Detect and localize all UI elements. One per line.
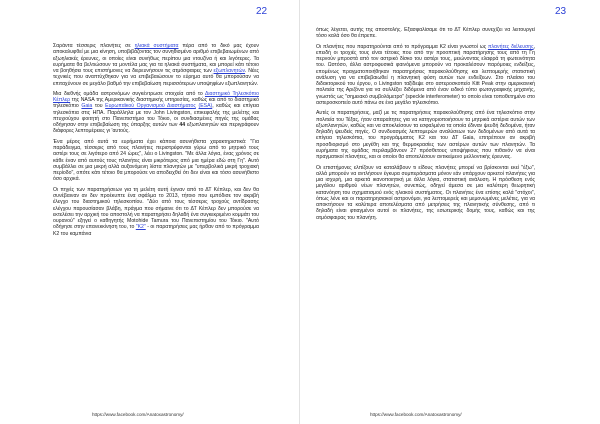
text-run: , καθώς και επίγεια τηλεσκόπια στις ΗΠΑ. Παράλληλα με τον John Livingston, επικεφαλής της μελέτης και πτυχιούχου φοιτητή στο Πανεπιστήμιο του Τόκιο, οι συνδιασμένες πηγές της ομάδας οδήγησαν στην επιβεβαίωση της ύπαρξης αυτών των bbox=[53, 103, 259, 129]
page-number: 22 bbox=[256, 6, 268, 17]
text-run: Οι επιστήμονες ελπίζουν να καταλάβουν τι είδους πλανήτες μπορεί να βρίσκονται εκεί "έξω", αλλά μπορούν να αντλήσουν έγκυρα συμπεράσματα μόνον εάν υπάρχουν αρκετοί πλανήτες για μια ισχυρή, μια αρκετά ικανοποιητική με άλλα λόγια, στατιστική ανάλυση. Η πρόσθεση ενός μεγάλου αριθμού νέων πλανητών, συνεπώς, οδηγεί άμεσα σε μια καλύτερη θεωρητική κατανόηση του σχηματισμού ενός ηλιακού συστήματος. Οι πλανήτες ένα επίσης καλά "στόχοι", όπως λένε και οι παρατηρησιακοί αστρονόμοι, για λεπτομερείς και μεμονωμένες μελέτες, για να αποκτήσουν τα καλύτερα αποτελέσματα από μετρήσεις της πλανητικής σύνθεσης, από τι δηλαδή είναι φτιαγμένοι αυτοί οι πλανήτες, της εσωτερικής δομής τους, καθώς και της ατμόσφαιρας του πλανήτη. bbox=[316, 164, 535, 221]
text-run: πέρα από το δικό μας έχουν αποκαλυφθεί με μια κίνηση, υποβιβάζοντας τον συνηθισμένο αριθμό επιβεβαιωμένων από εξωηλιακές έρευνες, οι οποίες είναι συνήθως περίπου μια ντουζίνα ή και λιγότερες. Τα ευρήματα θα βελτιώσουν τα μοντέλα μας για τα ηλιακά συστήματα, και μπορεί κάτι τέτοιο να βοηθήσει τους επιστήμονες να διερευνήσουν τις ατμόσφαιρες των bbox=[53, 43, 259, 74]
text-run: Οι πλανήτες που παρατηρούνται από το πρόγραμμα Κ2 είναι γνωστοί ως bbox=[316, 43, 489, 50]
page-footer-url: https://www.facebook.com/Anatoxastronomy/ bbox=[92, 412, 184, 417]
inline-link[interactable]: ηλιακά συστήματα bbox=[134, 43, 179, 49]
text-run: Σαράντα τέσσερις πλανήτες σε bbox=[53, 43, 135, 49]
paragraph bbox=[316, 27, 535, 40]
inline-link[interactable]: "K2" bbox=[135, 224, 146, 231]
page-number: 23 bbox=[555, 6, 567, 17]
paragraph bbox=[316, 110, 535, 160]
text-run: Οι πηγές των παρατηρήσεων για τη μελέτη αυτή έγιναν από το ΔΤ Κέπλερ, και δεν θα συνέβαιναν αν δεν προέκυπτε ένα σφάλμα το 2013, τήτοιο που εμπόδισε τον ακριβή έλεγχο του διαστημικού τηλεσκοπίου. "Δύο από τους τέσσερις τροχούς αντίδρασης ελέγχου παρουσίασαν βλάβη, πράγμα που σήμαινε ότι το ΔΤ Κέπλερ δεν μπορούσε να εκτελέσει την αρχική του αποστολή να παρατηρήσει δηλαδή ένα συγκεκριμένο κομμάτι του ουρανού" εξηγεί ο καθηγητής Motohide Tamura του Πανεπιστημίου του Τόκιο. "Αυτό οδήγησε στην επανεκκίνηση του, το bbox=[53, 186, 259, 231]
inline-link[interactable]: εξωπλανητών bbox=[213, 68, 246, 74]
inline-link[interactable]: πλανήτες διέλευσης bbox=[488, 43, 534, 50]
text-run: του bbox=[92, 103, 106, 110]
text-run: . Νέες τεχνικές που αναπτύχθηκαν για να επιβεβαιώσουν το εύρημα αυτό θα μπορούσαν να επιταχύνουν σε μεγάλο βαθμό την επιβεβαίωση περισσότερων υποψηφίων εξωπλανητών. bbox=[53, 68, 259, 87]
page-right bbox=[300, 0, 600, 424]
text-run: της NASA της Αμερικανικής διαστημικής υπηρεσίας, καθώς και από το διαστημικό τηλεσκόπιο bbox=[53, 97, 259, 110]
text-run: - οι παρατηρήσεις μας ήρθαν από το πρόγραμμα Κ2 του καμπάνια bbox=[53, 224, 259, 237]
paragraph bbox=[53, 43, 259, 87]
paragraph bbox=[53, 187, 259, 237]
inline-link[interactable]: Διαστημικό Τηλεσκόπιο Κέπλερ bbox=[53, 90, 259, 104]
inline-link[interactable]: Gaia bbox=[81, 103, 93, 110]
text-run: εξωπλανητών και περιγράφουν διάφορες λεπτομέρειες γι 'αυτούς. bbox=[53, 122, 259, 135]
paragraph bbox=[53, 91, 259, 135]
text-run: Ένα μέρος από αυτά τα ευρήματα έχει κάποια ασυνήθιστα χαρακτηριστικά: "Για παράδειγμα, τέσσερις από τους πλανήτες περιστρέφονται γύρω από το μητρικό τους αστέρι τους σε λιγότερο από 24 ώρες", λέει ο Livingston. "Με άλλα λόγια, ένας χρόνος σε κάθε έναν από αυτούς τους πλανήτες είναι μικρότερος από μια ημέρα εδώ στη Γη". Αυτό συμβάλλει σε μια μικρή αλλά αυξανόμενη λίστα πλανητών με "υπερβολικά μικρή τροχιακή περίοδο", οπότε κάτι τέτοιο θα μπορούσε να αποδειχθεί ότι δεν είναι και τόσο ασυνήθιστο όσο αρχικά. bbox=[53, 138, 259, 183]
bold-text: 44 bbox=[179, 122, 186, 129]
text-run: , επειδή οι τροχιές τους είναι τέτοιες που από την προοπτική παρατήρησης τους από τη Γη περνούν μπροστά από τον αστρικό δίσκο του αστέρι τους, μειώνοντας ελαφρά τη φωτεινότητα του. Ωστόσο, άλλα αστροφυσικά φαινόμενα μπορούν να προκαλέσουν παρόμοιες ενδείξεις, επομένως πραγματοποιήθηκαν παρατηρήσεις παρακολούθησης και λεπτομερής στατιστική ανάλυση για να επιβεβαιωθεί η πλανητική φύση αυτών των ενδείξεων. Στο πλαίσιο του διδακτορικού του έργου, ο Livingston ταξίδεψε στο αστεροσκοπείο Kitt Peak στην αμερικανική πολιτεία της Αριζόνα για να συλλέξει διδόμενα από έναν ειδικό τύπο φωτογραφικής μηχανής, γνωστός ως "σημειακό συμβολόμετρο" (speckle interferometer) το οποίο είναι τοποθετημένο στο αστεροσκοπείο αυτό πάνω σε ένα μεγάλο τηλεσκόπιο. bbox=[316, 43, 535, 106]
text-run: Μια διεθνής ομάδα αστρονόμων συγκέντρωσε στοιχεία από το bbox=[53, 90, 205, 97]
page-body bbox=[53, 43, 259, 399]
paragraph bbox=[316, 165, 535, 221]
text-run: Αυτές οι παρατηρήσεις, μαζί με τις παρατηρήσεις παρακολούθησης από ένα τηλεσκόπιο στην πολιτεία του Τέξας, ήταν απαραίτητες για να κατηγοριοποιήσουν τα μητρικά αστέρια αυτών των εξωπλανητών, καθώς και να αποκλείσουν τα εσφαλμένα τα οποία έδιναν ψευδή δεδομένα, ήταν δηλαδή ψευδείς πηγές. Ο συνδυασμός λεπτομερών αναλύσεων των δεδομένων από αυτά τα επίγεια τηλεσκόπια, του προγράμματος Κ2 και του ΔΤ Gaia, επιτρέπουν αν ακριβή προσδιορισμό στο μεγέθη και της θερμοκρασίες των αστέρων αυτών των πλανητών. Τα ευρήματα της ομάδας περιλαμβάνουν 27 πρόσθετους υποψήφιους που πιθανόν να είναι πραγματικοί πλανήτες, και οι οποίοι θα αποτελέσουν αντικείμενο μελλοντικής έρευνας. bbox=[316, 110, 535, 161]
inline-link[interactable]: Ευρωπαϊκού Οργανισμού Διαστήματος bbox=[105, 103, 196, 110]
inline-link[interactable]: (ESA) bbox=[198, 103, 213, 110]
page-body bbox=[316, 27, 535, 399]
text-run: όπως λέγεται, αυτής της αποστολής. Εξασφαλίσαμε ότι το ΔΤ Κέπλερ συνεχίζει να λειτουργεί τόσο καλά όσο θα έπρεπε. bbox=[316, 27, 535, 40]
page-footer-url: https://www.facebook.com/Anatoxastronomy/ bbox=[370, 412, 462, 417]
paragraph bbox=[316, 44, 535, 107]
paragraph bbox=[53, 139, 259, 183]
